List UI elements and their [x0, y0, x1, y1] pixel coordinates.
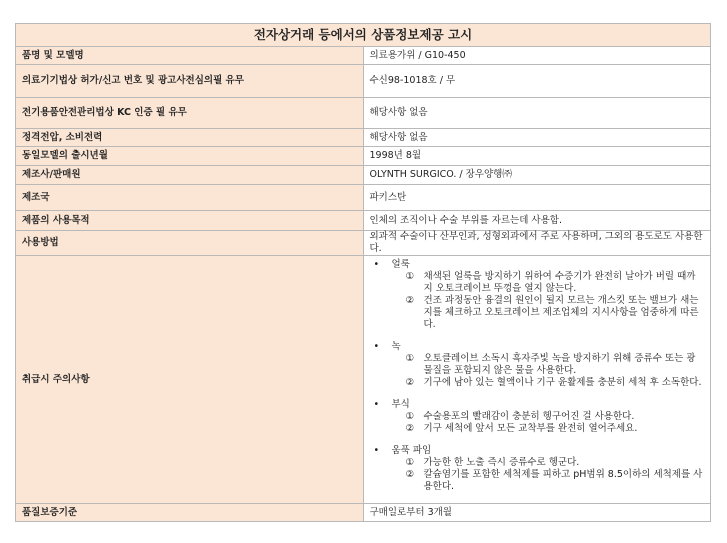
- table-row: [16, 65, 711, 98]
- row-key: 품명 및 모델명: [16, 47, 364, 65]
- row-value: 의료용가위 / G10-450: [363, 47, 711, 65]
- row-value: 1998년 8월: [363, 147, 711, 166]
- row-value: 수신98-1018호 / 무: [363, 65, 711, 98]
- table-row: [16, 98, 711, 129]
- care-section: [370, 341, 705, 389]
- care-content: [363, 256, 711, 504]
- title-row: [16, 24, 711, 47]
- row-value: 구매일로부터 3개월: [363, 504, 711, 522]
- item-text: 건조 과정동안 융결의 원인이 될지 모르는 개스킷 또는 밸브가 새는지를 체크하고 오토크레이브 제조업체의 지시사항을 엄중하게 따른다.: [423, 295, 699, 330]
- table-row: [16, 47, 711, 65]
- item-text: 칼슘염기를 포함한 세척제를 피하고 pH범위 8.5이하의 세척제를 사용한다.: [423, 469, 703, 492]
- item-number: ①: [405, 411, 415, 422]
- item-number: ②: [405, 295, 415, 306]
- item-text: 채색된 얼룩을 방지하기 위하여 수증기가 완전히 날아가 버릴 때까지 오토크레이브 뚜껑을 열지 않는다.: [423, 271, 696, 294]
- list-item: [370, 353, 705, 377]
- item-text: 기구에 남아 있는 혈액이나 기구 윤활제를 충분히 세척 후 소독한다.: [423, 377, 702, 388]
- list-item: [370, 423, 705, 435]
- row-key: 동일모델의 출시년월: [16, 147, 364, 166]
- item-text: 기구 세척에 앞서 모든 교착부를 완전히 열어주세요.: [423, 423, 638, 434]
- care-section: [370, 399, 705, 435]
- item-text: 오토클레이브 소독시 흑자주빛 녹을 방지하기 위해 증류수 또는 광물질을 포함되지 않은 물을 사용한다.: [423, 353, 696, 376]
- bullet: •: [373, 341, 380, 352]
- care-section: [370, 259, 705, 331]
- item-number: ①: [405, 271, 415, 282]
- list-item: [370, 377, 705, 389]
- item-number: ②: [405, 469, 415, 480]
- row-value: 인체의 조직이나 수술 부위를 자르는데 사용함.: [363, 211, 711, 231]
- item-number: ①: [405, 457, 415, 468]
- section-title: 녹: [391, 341, 401, 352]
- info-table: [15, 23, 711, 522]
- table-row: [16, 129, 711, 147]
- list-item: [370, 271, 705, 295]
- row-value: 해당사항 없음: [363, 129, 711, 147]
- row-key: 정격전압, 소비전력: [16, 129, 364, 147]
- section-title: 부식: [391, 399, 410, 410]
- table-row: [16, 147, 711, 166]
- row-key: 전기용품안전관리법상 KC 인증 필 유무: [16, 98, 364, 129]
- item-text: 가능한 한 노출 즉시 증류수로 헹군다.: [423, 457, 580, 468]
- row-value: 해당사항 없음: [363, 98, 711, 129]
- section-title: 얼룩: [391, 259, 410, 270]
- table-row: [16, 185, 711, 211]
- bullet: •: [373, 445, 380, 456]
- row-key: 제조사/판매원: [16, 166, 364, 185]
- bullet: •: [373, 399, 380, 410]
- care-section: [370, 445, 705, 493]
- item-number: ①: [405, 353, 415, 364]
- row-key: 취급시 주의사항: [16, 256, 364, 504]
- row-value: 파키스탄: [363, 185, 711, 211]
- table-row: [16, 231, 711, 256]
- row-key: 사용방법: [16, 231, 364, 256]
- care-row: [16, 256, 711, 504]
- table-row: [16, 211, 711, 231]
- product-info-notice: [15, 23, 711, 522]
- list-item: [370, 457, 705, 469]
- list-item: [370, 411, 705, 423]
- row-key: 의료기기법상 허가/신고 번호 및 광고사전심의필 유무: [16, 65, 364, 98]
- row-value: 외과적 수술이나 산부인과, 성형외과에서 주로 사용하며, 그외의 용도로도 사용한다.: [363, 231, 711, 256]
- row-key: 제품의 사용목적: [16, 211, 364, 231]
- section-title: 움푹 파임: [391, 445, 432, 456]
- table-row: [16, 504, 711, 522]
- item-text: 수술용포의 빨래감이 충분히 헹구어진 걸 사용한다.: [423, 411, 635, 422]
- row-value: OLYNTH SURGICO. / 장우양행㈜: [363, 166, 711, 185]
- row-key: 제조국: [16, 185, 364, 211]
- row-key: 품질보증기준: [16, 504, 364, 522]
- item-number: ②: [405, 377, 415, 388]
- table-title: 전자상거래 등에서의 상품정보제공 고시: [16, 24, 711, 47]
- bullet: •: [373, 259, 380, 270]
- item-number: ②: [405, 423, 415, 434]
- table-row: [16, 166, 711, 185]
- list-item: [370, 469, 705, 493]
- list-item: [370, 295, 705, 331]
